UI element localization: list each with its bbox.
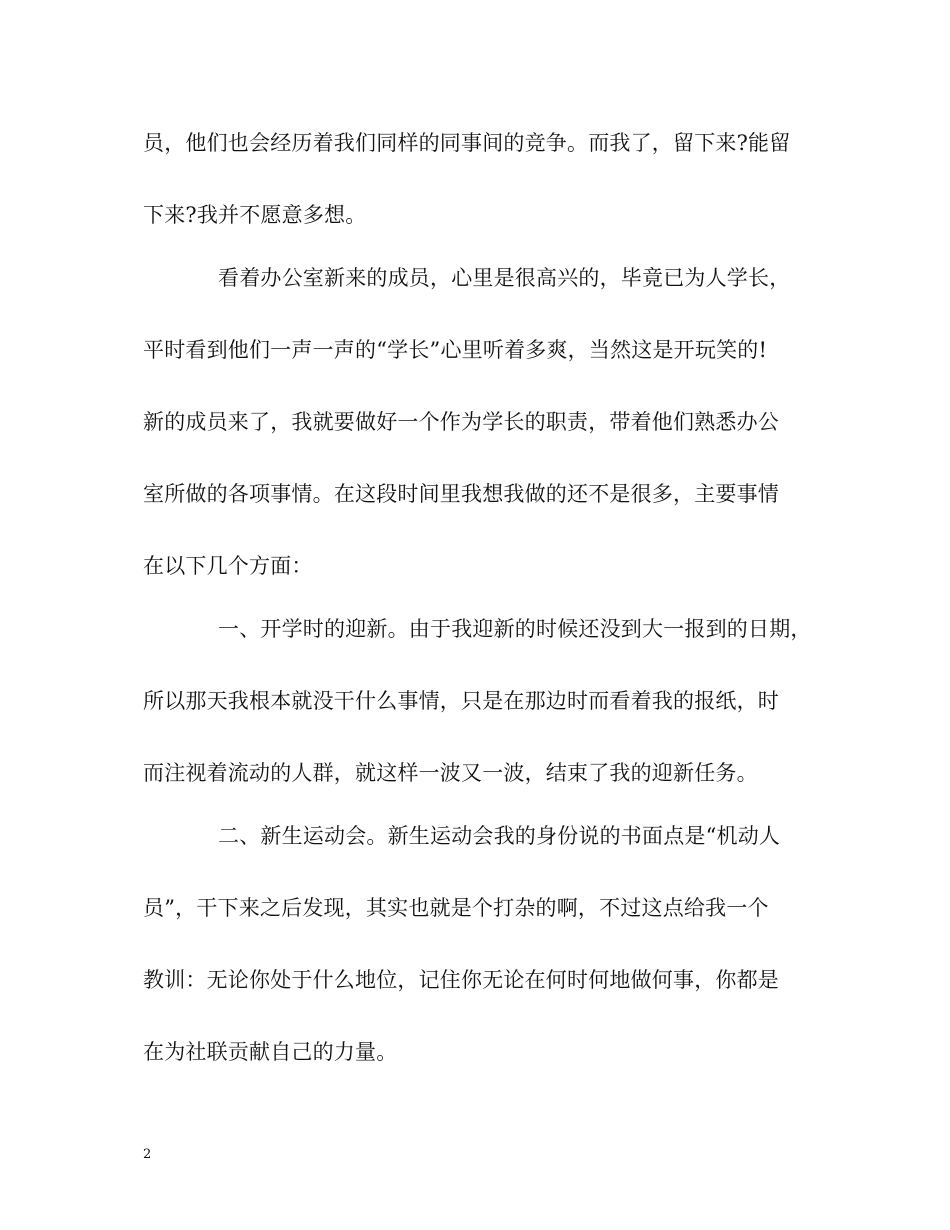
body-text-line: 室所做的各项事情。在这段时间里我想我做的还不是很多，主要事情 [143,482,779,506]
body-text-line: 下来?我并不愿意多想。 [143,203,367,227]
body-text-line: 平时看到他们一声一声的“学长”心里听着多爽，当然这是开玩笑的! [143,338,768,362]
body-text-line: 而注视着流动的人群，就这样一波又一波，结束了我的迎新任务。 [143,761,758,785]
page-number: 2 [143,1147,152,1162]
paragraph-first-line: 一、开学时的迎新。由于我迎新的时候还没到大一报到的日期， [218,617,812,641]
body-text-line: 在为社联贡献自己的力量。 [143,1040,398,1064]
body-text-line: 教训：无论你处于什么地位，记住你无论在何时何地做何事，你都是 [143,968,779,992]
body-text-line: 新的成员来了，我就要做好一个作为学长的职责，带着他们熟悉办公 [143,410,779,434]
body-text-line: 所以那天我根本就没干什么事情，只是在那边时而看着我的报纸，时 [143,689,779,713]
paragraph-first-line: 二、新生运动会。新生运动会我的身份说的书面点是“机动人 [218,824,781,848]
paragraph-first-line: 看着办公室新来的成员，心里是很高兴的，毕竟已为人学长， [218,266,791,290]
body-text-line: 员”，干下来之后发现，其实也就是个打杂的啊，不过这点给我一个 [143,896,769,920]
body-text-line: 员，他们也会经历着我们同样的同事间的竞争。而我了，留下来?能留 [143,131,791,155]
body-text-line: 在以下几个方面： [143,554,313,578]
